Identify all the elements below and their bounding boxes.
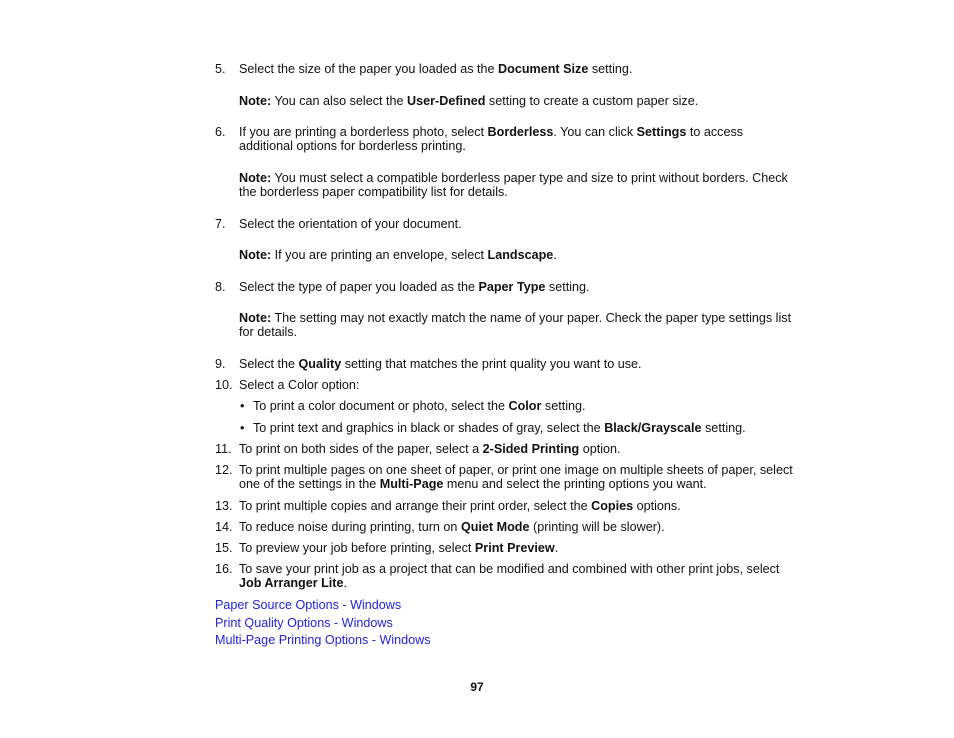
note-text bbox=[239, 171, 788, 186]
step-text bbox=[239, 378, 359, 393]
note-text bbox=[239, 94, 698, 109]
text-run: Select the type of paper you loaded as the bbox=[239, 280, 479, 294]
step-number: 9. bbox=[215, 357, 226, 371]
note-text bbox=[239, 185, 508, 200]
text-run: . bbox=[553, 248, 557, 262]
text-run: To print a color document or photo, select the bbox=[253, 399, 509, 413]
bold-term: Note: bbox=[239, 171, 272, 185]
bold-term: Color bbox=[508, 399, 542, 413]
step-text bbox=[239, 62, 632, 77]
step-number: 14. bbox=[215, 520, 233, 534]
text-run: If you are printing a borderless photo, select bbox=[239, 125, 488, 139]
text-run: Select the size of the paper you loaded as the bbox=[239, 62, 499, 76]
page-number: 97 bbox=[470, 680, 484, 694]
step-text bbox=[239, 357, 642, 372]
text-run: You can also select the bbox=[271, 94, 408, 108]
text-run: one of the settings in the bbox=[239, 477, 380, 491]
note-text bbox=[239, 325, 297, 340]
text-run: . bbox=[343, 576, 348, 590]
step-number: 5. bbox=[215, 62, 226, 76]
step-text bbox=[239, 280, 590, 295]
related-link[interactable]: Paper Source Options - Windows bbox=[215, 598, 402, 612]
text-run: setting. bbox=[545, 280, 590, 294]
step-text bbox=[239, 499, 681, 514]
bold-term: 2-Sided Printing bbox=[482, 442, 580, 456]
text-run: To preview your job before printing, select bbox=[239, 541, 475, 555]
text-run: additional options for borderless printing. bbox=[239, 139, 466, 153]
step-text bbox=[239, 139, 466, 154]
step-text bbox=[239, 576, 347, 591]
text-run: . You can click bbox=[553, 125, 637, 139]
text-run: To reduce noise during printing, turn on bbox=[239, 520, 461, 534]
bold-term: Job Arranger Lite bbox=[239, 576, 344, 590]
text-run: setting. bbox=[701, 421, 746, 435]
bullet-text bbox=[253, 421, 746, 436]
text-run: The setting may not exactly match the name of your paper. Check the paper type settings list bbox=[271, 311, 792, 325]
text-run: setting to create a custom paper size. bbox=[485, 94, 699, 108]
text-run: To print multiple copies and arrange their print order, select the bbox=[239, 499, 592, 513]
bold-term: Note: bbox=[239, 94, 272, 108]
text-run: menu and select the printing options you want. bbox=[443, 477, 707, 491]
text-run: for details. bbox=[239, 325, 298, 339]
bold-term: Document Size bbox=[498, 62, 589, 76]
step-text bbox=[239, 541, 558, 556]
step-text bbox=[239, 463, 793, 478]
text-run: To print on both sides of the paper, select a bbox=[239, 442, 483, 456]
text-run: options. bbox=[633, 499, 681, 513]
text-run: Select the orientation of your document. bbox=[239, 217, 462, 231]
step-text bbox=[239, 217, 462, 232]
text-run: To save your print job as a project that can be modified and combined with other print jobs, select bbox=[239, 562, 780, 576]
text-run: Select the bbox=[239, 357, 299, 371]
text-run: to access bbox=[686, 125, 744, 139]
bold-term: Note: bbox=[239, 311, 272, 325]
note-text bbox=[239, 248, 557, 263]
note-text bbox=[239, 311, 791, 326]
bold-term: Black/Grayscale bbox=[604, 421, 702, 435]
text-run: (printing will be slower). bbox=[529, 520, 665, 534]
related-link[interactable]: Multi-Page Printing Options - Windows bbox=[215, 633, 431, 647]
step-text bbox=[239, 125, 743, 140]
bold-term: Landscape bbox=[487, 248, 554, 262]
bold-term: User-Defined bbox=[407, 94, 486, 108]
bold-term: Borderless bbox=[487, 125, 554, 139]
step-number: 7. bbox=[215, 217, 226, 231]
related-link[interactable]: Print Quality Options - Windows bbox=[215, 616, 393, 630]
bold-term: Quiet Mode bbox=[460, 520, 530, 534]
text-run: . bbox=[554, 541, 559, 555]
step-text bbox=[239, 442, 621, 457]
step-number: 6. bbox=[215, 125, 226, 139]
text-run: option. bbox=[579, 442, 621, 456]
step-number: 15. bbox=[215, 541, 233, 555]
text-run: setting. bbox=[588, 62, 633, 76]
text-run: Select a Color option: bbox=[239, 378, 360, 392]
text-run: You must select a compatible borderless paper type and size to print without borders. Check bbox=[271, 171, 788, 185]
bold-term: Quality bbox=[298, 357, 342, 371]
text-run: To print text and graphics in black or shades of gray, select the bbox=[253, 421, 605, 435]
bold-term: Note: bbox=[239, 248, 272, 262]
text-run: the borderless paper compatibility list for details. bbox=[239, 185, 508, 199]
bold-term: Print Preview bbox=[474, 541, 555, 555]
step-number: 13. bbox=[215, 499, 233, 513]
step-text bbox=[239, 562, 779, 577]
text-run: setting that matches the print quality you want to use. bbox=[341, 357, 642, 371]
step-number: 10. bbox=[215, 378, 233, 392]
step-number: 12. bbox=[215, 463, 233, 477]
step-number: 11. bbox=[215, 442, 232, 456]
bullet-text bbox=[253, 399, 586, 414]
bold-term: Copies bbox=[591, 499, 634, 513]
step-text bbox=[239, 477, 707, 492]
bold-term: Paper Type bbox=[478, 280, 546, 294]
step-number: 16. bbox=[215, 562, 233, 576]
text-run: To print multiple pages on one sheet of paper, or print one image on multiple sheets of paper, select bbox=[239, 463, 793, 477]
step-number: 8. bbox=[215, 280, 226, 294]
bold-term: Settings bbox=[636, 125, 687, 139]
bold-term: Multi-Page bbox=[379, 477, 444, 491]
bullet-marker: • bbox=[240, 421, 245, 435]
step-text bbox=[239, 520, 665, 535]
text-run: setting. bbox=[541, 399, 586, 413]
bullet-marker: • bbox=[240, 399, 245, 413]
text-run: If you are printing an envelope, select bbox=[271, 248, 488, 262]
